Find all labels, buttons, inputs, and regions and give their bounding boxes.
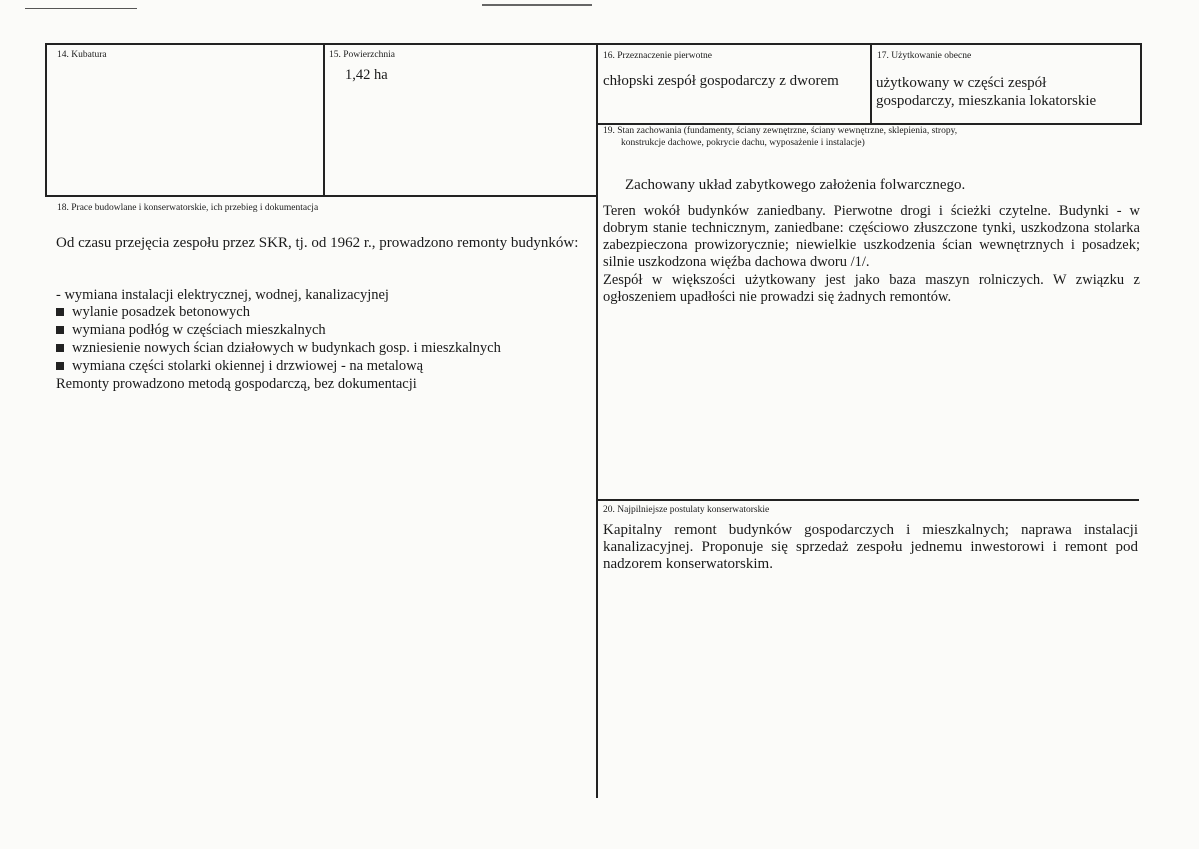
field-19-paragraph-1: Teren wokół budynków zaniedbany. Pierwotne drogi i ścieżki czytelne. Budynki - w dobrym stanie technicznym, zaniedbane: częściowo złuszczone tynki, uszkodzona stolarka zabezpieczona prowizorycznie; niewielkie uszkodzenia ścian wewnętrznych i posadzek; silnie uszkodzona więźba dachowa dworu /1/. (603, 203, 1140, 270)
field-18-dash-item: - wymiana instalacji elektrycznej, wodnej, kanalizacyjnej (56, 287, 389, 303)
form-top-border (45, 43, 1142, 45)
divider-15-18 (45, 195, 598, 197)
field-18-list-item (56, 304, 250, 321)
field-19-heading: Zachowany układ zabytkowego założenia folwarcznego. (625, 177, 966, 193)
field-18-label: 18. Prace budowlane i konserwatorskie, ich przebieg i dokumentacja (57, 203, 319, 213)
field-19-label-line1: 19. Stan zachowania (fundamenty, ściany zewnętrzne, ściany wewnętrzne, sklepienia, stropy, (603, 126, 958, 136)
field-17-label: 17. Użytkowanie obecne (877, 51, 972, 61)
field-18-list-item (56, 322, 326, 339)
field-18-list-item (56, 358, 423, 375)
field-16-value: chłopski zespół gospodarczy z dworem (603, 73, 839, 89)
divider-14-15 (323, 43, 325, 196)
field-18-closing: Remonty prowadzono metodą gospodarczą, bez dokumentacji (56, 376, 417, 392)
field-17-value-line1: użytkowany w części zespół (876, 75, 1047, 91)
bullet-square-icon (56, 326, 64, 334)
field-17-value-line2: gospodarczy, mieszkania lokatorskie (876, 93, 1097, 109)
bullet-square-icon (56, 344, 64, 352)
field-16-label: 16. Przeznaczenie pierwotne (603, 51, 712, 61)
field-15-value: 1,42 ha (345, 67, 388, 83)
field-15-label: 15. Powierzchnia (329, 50, 395, 60)
form-left-border (45, 43, 47, 196)
divider-center (596, 43, 598, 798)
list-item-text: wymiana części stolarki okiennej i drzwiowej - na metalową (72, 358, 424, 374)
field-14-label: 14. Kubatura (57, 50, 107, 60)
list-item-text: wylanie posadzek betonowych (72, 304, 250, 320)
bullet-square-icon (56, 362, 64, 370)
bullet-square-icon (56, 308, 64, 316)
divider-19-20 (596, 499, 1139, 501)
scan-artifact-line (25, 8, 137, 9)
divider-16-17 (870, 43, 872, 123)
list-item-text: wymiana podłóg w częściach mieszkalnych (72, 322, 326, 338)
form-right-border (1140, 43, 1142, 125)
scan-artifact-line (482, 4, 592, 6)
field-19-label-line2: konstrukcje dachowe, pokrycie dachu, wyposażenie i instalacje) (621, 138, 865, 148)
field-18-list-item (56, 340, 501, 357)
field-18-intro: Od czasu przejęcia zespołu przez SKR, tj. od 1962 r., prowadzono remonty budynków: (56, 235, 579, 251)
field-20-text: Kapitalny remont budynków gospodarczych i mieszkalnych; naprawa instalacji kanalizacyjnej. Proponuje się sprzedaż zespołu jednemu inwestorowi i remont pod nadzorem konserwatorskim. (603, 522, 1138, 572)
list-item-text: wzniesienie nowych ścian działowych w budynkach gosp. i mieszkalnych (72, 340, 501, 356)
field-20-label: 20. Najpilniejsze postulaty konserwatorskie (603, 505, 770, 515)
field-19-paragraph-2: Zespół w większości użytkowany jest jako baza maszyn rolniczych. W związku z ogłoszeniem upadłości nie prowadzi się żadnych remontów. (603, 272, 1140, 305)
